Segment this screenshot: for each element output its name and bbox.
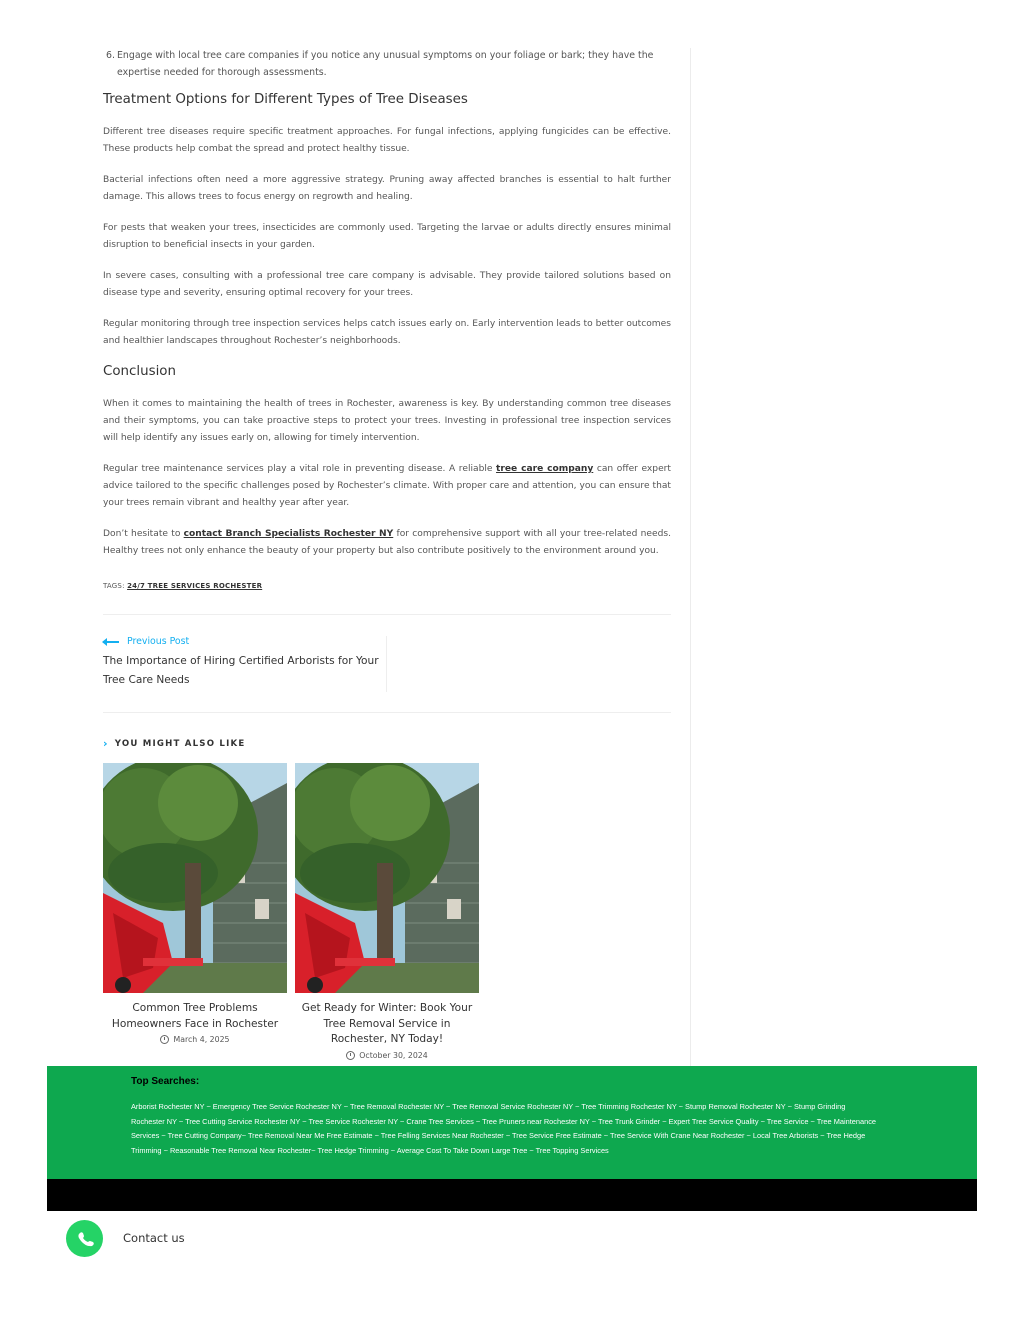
arrow-left-icon: [103, 641, 119, 643]
text-span: for comprehensive support with all your tree-related needs. Healthy trees not only enhance the beauty of your property but also contribute positively to the environment around you.: [103, 529, 671, 557]
treatment-paragraph-2: Bacterial infections often need a more aggressive strategy. Pruning away affected branches is essential to halt further damage. This allows trees to focus energy on regrowth and healing.: [103, 175, 671, 203]
related-post-date: [295, 1051, 479, 1060]
tree-crane-photo: [103, 763, 287, 993]
conclusion-paragraph-1: When it comes to maintaining the health of trees in Rochester, awareness is key. By understanding common tree diseases and their symptoms, you can take proactive steps to protect your trees. Investing in professional tree inspection services will help identify any issues early on, allowing for timely intervention.: [103, 399, 671, 444]
related-post-title[interactable]: Common Tree Problems Homeowners Face in Rochester: [111, 1002, 279, 1030]
divider: [103, 614, 671, 615]
list-item-text: Engage with local tree care companies if you notice any unusual symptoms on your foliage or bark; they have the expertise needed for thorough assessments.: [117, 50, 654, 78]
post-tags: [103, 582, 262, 590]
treatment-paragraph-3: For pests that weaken your trees, insecticides are commonly used. Targeting the larvae or adults directly ensures minimal disruption to beneficial insects in your garden.: [103, 223, 671, 251]
conclusion-paragraph-2: [103, 461, 671, 513]
text-span: Regular tree maintenance services play a vital role in preventing disease. A reliable: [103, 464, 497, 474]
text-span: Don’t hesitate to: [103, 529, 184, 539]
previous-post-label-text: Previous Post: [127, 636, 190, 647]
related-post-date: [103, 1035, 287, 1044]
whatsapp-glyph: [66, 1220, 103, 1257]
tree-care-company-link[interactable]: tree care company: [496, 464, 594, 474]
related-posts-heading: [103, 737, 245, 750]
tags-label: TAGS:: [103, 582, 125, 590]
post-nav-divider: [386, 636, 387, 692]
previous-post-nav[interactable]: [103, 636, 385, 690]
related-post-card[interactable]: [295, 763, 479, 1060]
list-item-6: [103, 47, 671, 81]
tree-crane-photo: [295, 763, 479, 993]
date-text: October 30, 2024: [359, 1050, 428, 1060]
conclusion-paragraph-3: [103, 526, 671, 560]
treatment-paragraph-1: Different tree diseases require specific treatment approaches. For fungal infections, applying fungicides can be effective. These products help combat the spread and protect healthy tissue.: [103, 127, 671, 155]
text-span: can offer expert advice tailored to the specific challenges posed by Rochester’s climate. With proper care and attention, you can ensure that your trees remain vibrant and healthy year after year.: [103, 464, 671, 509]
related-post-image[interactable]: [103, 763, 287, 993]
related-post-card[interactable]: [103, 763, 287, 1044]
treatment-paragraph-5: Regular monitoring through tree inspection services helps catch issues early on. Early intervention leads to better outcomes and healthier landscapes throughout Rochester’s neighborhoods.: [103, 319, 671, 347]
list-number: 6.: [106, 50, 115, 61]
previous-post-title[interactable]: The Importance of Hiring Certified Arborists for Your Tree Care Needs: [103, 655, 379, 686]
tag-link[interactable]: 24/7 TREE SERVICES ROCHESTER: [127, 582, 263, 590]
footer-top-searches: [47, 1066, 977, 1179]
related-post-title[interactable]: Get Ready for Winter: Book Your Tree Removal Service in Rochester, NY Today!: [301, 1002, 473, 1045]
sidebar-divider: [690, 48, 691, 1066]
contact-us-button[interactable]: Contact us: [115, 1226, 193, 1250]
contact-branch-specialists-link[interactable]: contact Branch Specialists Rochester NY: [183, 529, 394, 539]
top-searches-links[interactable]: Arborist Rochester NY ~ Emergency Tree Service Rochester NY ~ Tree Removal Rochester NY ~ Tree Removal Service Rochester NY ~ Tree Trimming Rochester NY ~ Stump Removal Rochester NY ~ Stump Grinding Rochester NY ~ Tree Cutting Service Rochester NY ~ Tree Service Rochester NY ~ Crane Tree Services ~ Tree Pruners near Rochester NY ~ Tree Trunk Grinder ~ Expert Tree Service Quality ~ Tree Service ~ Tree Maintenance Services ~ Tree Cutting Company~ Tree Removal Near Me Free Estimate ~ Tree Felling Services Near Rochester ~ Tree Service Free Estimate ~ Tree Service With Crane Near Rochester ~ Local Tree Arborists ~ Tree Hedge Trimming ~ Reasonable Tree Removal Near Rochester~ Tree Hedge Trimming ~ Average Cost To Take Down Large Tree ~ Tree Topping Services: [131, 1102, 877, 1155]
previous-post-label[interactable]: [103, 636, 385, 647]
conclusion-heading: Conclusion: [103, 364, 176, 379]
divider: [103, 712, 671, 713]
clock-icon: [160, 1035, 169, 1044]
whatsapp-icon[interactable]: [66, 1220, 103, 1257]
related-heading-text: YOU MIGHT ALSO LIKE: [114, 738, 246, 749]
treatment-paragraph-4: In severe cases, consulting with a professional tree care company is advisable. They provide tailored solutions based on disease type and severity, ensuring optimal recovery for your trees.: [103, 271, 671, 299]
footer-bottom-bar: [47, 1179, 977, 1211]
related-post-image[interactable]: [295, 763, 479, 993]
date-text: March 4, 2025: [173, 1035, 230, 1044]
treatment-heading: Treatment Options for Different Types of Tree Diseases: [103, 92, 468, 107]
top-searches-label: Top Searches:: [131, 1076, 200, 1087]
clock-icon: [346, 1051, 355, 1060]
chevron-right-icon: ›: [103, 737, 109, 750]
